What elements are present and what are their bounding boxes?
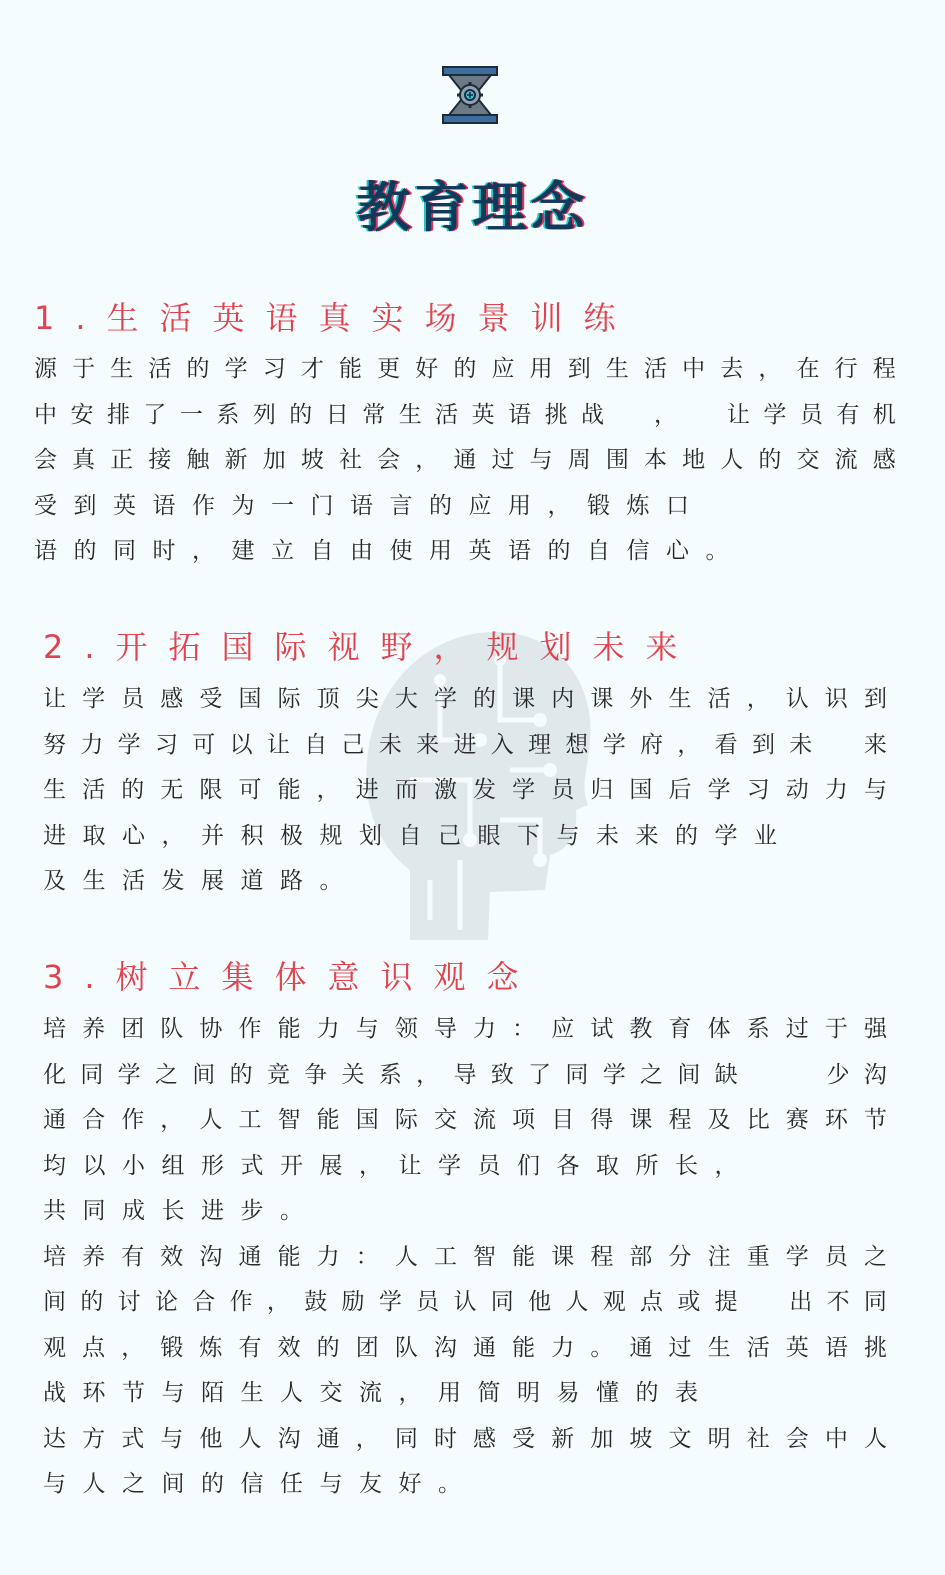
hourglass-gear-icon: [441, 66, 499, 124]
body-line: 进取心，并积极规划自己眼下与未来的学业: [43, 822, 794, 849]
section-heading-3: 3.树立集体意识观念: [43, 958, 540, 996]
page-title: 教育理念: [356, 176, 589, 239]
body-line: 受到英语作为一门语言的应用，锻炼口: [34, 492, 706, 519]
body-line: 语的同时，建立自由使用英语的自信心。: [34, 538, 745, 564]
section-heading-1: 1.生活英语真实场景训练: [34, 299, 637, 337]
body-line: 与人之间的信任与友好。: [43, 1471, 478, 1497]
body-line: 努 力 学 习 可 以 让 自 己 未 来 进 入 理 想 学 府 ， 看 到 未 来: [43, 731, 887, 758]
body-line: 观 点 ， 锻 炼 有 效 的 团 队 沟 通 能 力 。 通 过 生 活 英 语 挑: [43, 1334, 887, 1361]
body-line: 达 方 式 与 他 人 沟 通 ， 同 时 感 受 新 加 坡 文 明 社 会 中 人: [43, 1425, 887, 1452]
section-body-2: [43, 677, 887, 905]
body-line: 共同成长进步。: [43, 1198, 320, 1224]
body-line: 中 安 排 了 一 系 列 的 日 常 生 活 英 语 挑 战 ， 让 学 员 有 机: [34, 401, 896, 428]
section-body-1: [34, 347, 896, 575]
body-line: 间 的 讨 论 合 作 ， 鼓 励 学 员 认 同 他 人 观 点 或 提 出 不 同: [43, 1289, 887, 1315]
body-line: 均以小组形式开展，让学员们各取所长，: [43, 1152, 754, 1179]
body-line: 源 于 生 活 的 学 习 才 能 更 好 的 应 用 到 生 活 中 去 ， 在 行 程: [34, 356, 896, 382]
body-line: 生 活 的 无 限 可 能 ， 进 而 激 发 学 员 归 国 后 学 习 动 力 与: [43, 777, 887, 803]
body-line: 培 养 有 效 沟 通 能 力 ： 人 工 智 能 课 程 部 分 注 重 学 员 之: [43, 1243, 887, 1270]
body-line: 让 学 员 感 受 国 际 顶 尖 大 学 的 课 内 课 外 生 活 ， 认 识 到: [43, 686, 887, 712]
section-body-3: [43, 1007, 887, 1508]
body-line: 会 真 正 接 触 新 加 坡 社 会 ， 通 过 与 周 围 本 地 人 的 交 流 感: [34, 447, 896, 473]
body-line: 培 养 团 队 协 作 能 力 与 领 导 力 ： 应 试 教 育 体 系 过 于 强: [43, 1016, 887, 1042]
body-line: 战环节与陌生人交流，用简明易懂的表: [43, 1380, 715, 1406]
body-line: 及生活发展道路。: [43, 868, 359, 894]
body-line: 化 同 学 之 间 的 竞 争 关 系 ， 导 致 了 同 学 之 间 缺 少 沟: [43, 1061, 887, 1088]
section-heading-2: 2.开拓国际视野，规划未来: [43, 628, 699, 666]
body-line: 通 合 作 ， 人 工 智 能 国 际 交 流 项 目 得 课 程 及 比 赛 环 节: [43, 1107, 887, 1133]
